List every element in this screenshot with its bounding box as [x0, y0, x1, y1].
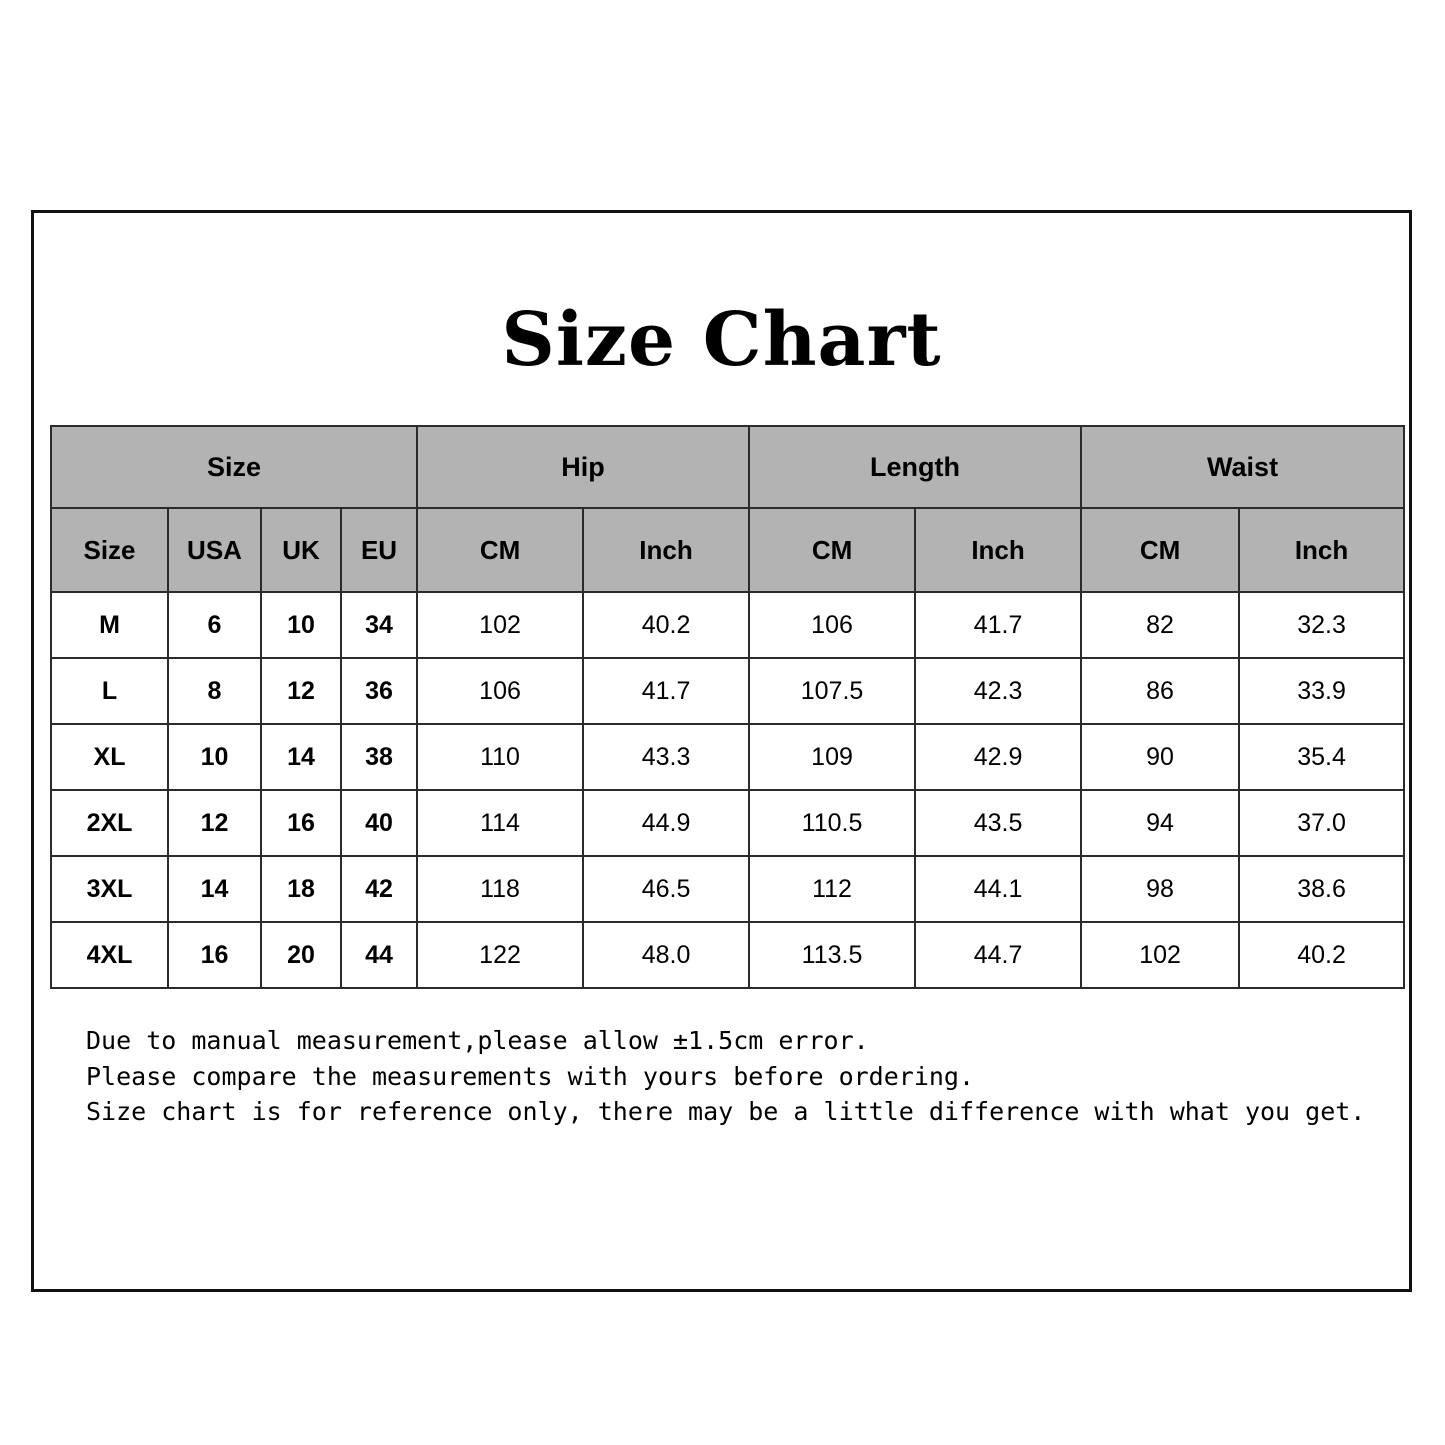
- note-line-1: Due to manual measurement,please allow ±1.5cm error.: [86, 1026, 869, 1055]
- column-header-eu: EU: [341, 508, 417, 592]
- cell-usa: 8: [168, 658, 261, 724]
- column-header-waist-inch: Inch: [1239, 508, 1404, 592]
- cell-length-inch: 43.5: [915, 790, 1081, 856]
- column-header-length-cm: CM: [749, 508, 915, 592]
- group-header-hip: Hip: [417, 426, 749, 508]
- note-line-3: Size chart is for reference only, there may be a little difference with what you get.: [86, 1097, 1366, 1126]
- group-header-length: Length: [749, 426, 1081, 508]
- cell-waist-inch: 32.3: [1239, 592, 1404, 658]
- column-header-usa: USA: [168, 508, 261, 592]
- cell-waist-inch: 38.6: [1239, 856, 1404, 922]
- cell-size: 3XL: [51, 856, 168, 922]
- table-row: [51, 856, 1404, 922]
- cell-waist-inch: 33.9: [1239, 658, 1404, 724]
- cell-eu: 36: [341, 658, 417, 724]
- cell-usa: 14: [168, 856, 261, 922]
- cell-size: 2XL: [51, 790, 168, 856]
- table-row: [51, 592, 1404, 658]
- cell-eu: 42: [341, 856, 417, 922]
- cell-waist-cm: 102: [1081, 922, 1239, 988]
- group-header-waist: Waist: [1081, 426, 1404, 508]
- cell-length-inch: 42.3: [915, 658, 1081, 724]
- page-title: Size Chart: [501, 297, 942, 383]
- cell-hip-cm: 114: [417, 790, 583, 856]
- column-header-uk: UK: [261, 508, 341, 592]
- cell-eu: 34: [341, 592, 417, 658]
- cell-uk: 16: [261, 790, 341, 856]
- cell-length-cm: 113.5: [749, 922, 915, 988]
- cell-size: XL: [51, 724, 168, 790]
- cell-waist-cm: 90: [1081, 724, 1239, 790]
- cell-usa: 6: [168, 592, 261, 658]
- cell-uk: 18: [261, 856, 341, 922]
- cell-usa: 16: [168, 922, 261, 988]
- cell-size: L: [51, 658, 168, 724]
- cell-size: 4XL: [51, 922, 168, 988]
- cell-length-cm: 106: [749, 592, 915, 658]
- cell-waist-cm: 82: [1081, 592, 1239, 658]
- table-row: [51, 790, 1404, 856]
- cell-hip-inch: 46.5: [583, 856, 749, 922]
- cell-hip-cm: 118: [417, 856, 583, 922]
- cell-length-cm: 112: [749, 856, 915, 922]
- column-header-length-inch: Inch: [915, 508, 1081, 592]
- cell-eu: 38: [341, 724, 417, 790]
- cell-hip-cm: 122: [417, 922, 583, 988]
- cell-waist-inch: 40.2: [1239, 922, 1404, 988]
- cell-length-inch: 41.7: [915, 592, 1081, 658]
- table-row: [51, 922, 1404, 988]
- column-header-hip-cm: CM: [417, 508, 583, 592]
- note-line-2: Please compare the measurements with yours before ordering.: [86, 1061, 975, 1091]
- column-header-size: Size: [51, 508, 168, 592]
- group-header-size: Size: [51, 426, 417, 508]
- cell-uk: 14: [261, 724, 341, 790]
- disclaimer-notes: [86, 1023, 1409, 1130]
- size-chart-table: [50, 425, 1405, 989]
- cell-length-inch: 42.9: [915, 724, 1081, 790]
- cell-length-cm: 107.5: [749, 658, 915, 724]
- cell-length-inch: 44.1: [915, 856, 1081, 922]
- cell-hip-inch: 41.7: [583, 658, 749, 724]
- cell-length-cm: 110.5: [749, 790, 915, 856]
- cell-waist-cm: 98: [1081, 856, 1239, 922]
- cell-hip-inch: 43.3: [583, 724, 749, 790]
- cell-hip-cm: 106: [417, 658, 583, 724]
- table-row: [51, 724, 1404, 790]
- cell-length-inch: 44.7: [915, 922, 1081, 988]
- cell-size: M: [51, 592, 168, 658]
- cell-waist-cm: 94: [1081, 790, 1239, 856]
- cell-hip-inch: 40.2: [583, 592, 749, 658]
- cell-waist-inch: 37.0: [1239, 790, 1404, 856]
- cell-eu: 40: [341, 790, 417, 856]
- size-chart-table-wrap: [50, 425, 1393, 989]
- cell-waist-inch: 35.4: [1239, 724, 1404, 790]
- table-row: [51, 658, 1404, 724]
- size-chart-card: [31, 210, 1412, 1292]
- cell-hip-cm: 102: [417, 592, 583, 658]
- cell-length-cm: 109: [749, 724, 915, 790]
- table-group-header-row: [51, 426, 1404, 508]
- cell-hip-cm: 110: [417, 724, 583, 790]
- cell-eu: 44: [341, 922, 417, 988]
- cell-hip-inch: 48.0: [583, 922, 749, 988]
- table-column-header-row: [51, 508, 1404, 592]
- column-header-hip-inch: Inch: [583, 508, 749, 592]
- cell-uk: 20: [261, 922, 341, 988]
- cell-uk: 12: [261, 658, 341, 724]
- cell-uk: 10: [261, 592, 341, 658]
- cell-usa: 12: [168, 790, 261, 856]
- cell-waist-cm: 86: [1081, 658, 1239, 724]
- cell-usa: 10: [168, 724, 261, 790]
- cell-hip-inch: 44.9: [583, 790, 749, 856]
- column-header-waist-cm: CM: [1081, 508, 1239, 592]
